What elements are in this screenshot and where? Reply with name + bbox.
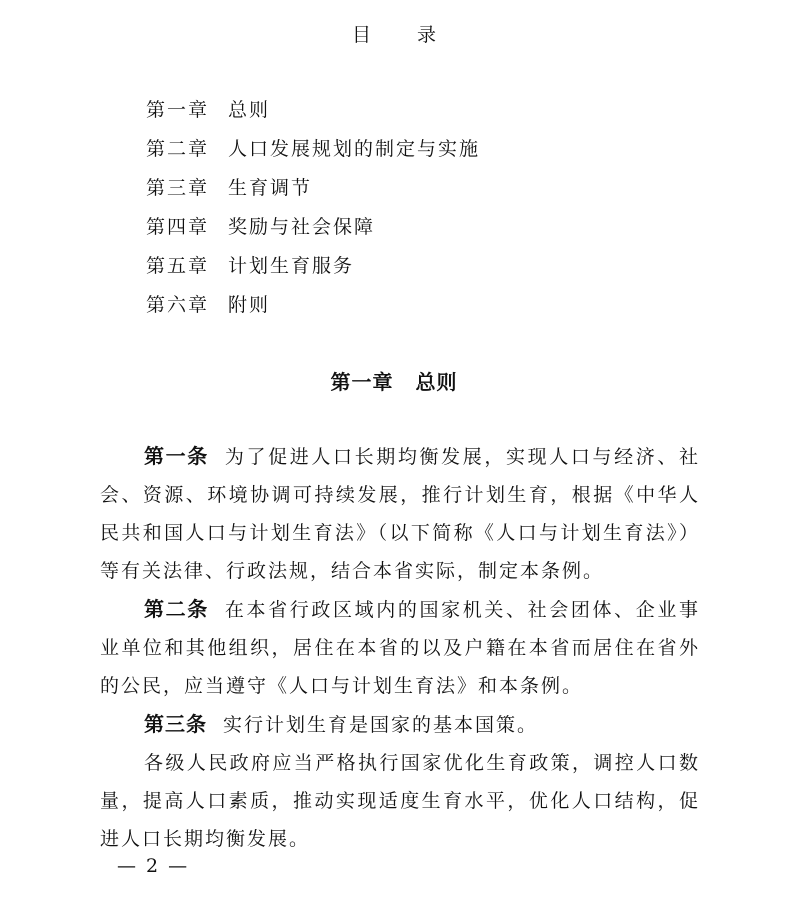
toc-item <box>146 213 480 252</box>
toc-item <box>146 252 480 291</box>
article-text: 各级人民政府应当严格执行国家优化生育政策，调控人口数量，提高人口素质，推动实现适度生育水平，优化人口结构，促进人口长期均衡发展。 <box>100 752 700 850</box>
article-text: 实行计划生育是国家的基本国策。 <box>223 714 539 736</box>
toc-chapter-title: 生育调节 <box>228 177 313 199</box>
chapter-heading <box>0 366 788 395</box>
chapter-body <box>100 437 700 858</box>
toc-chapter-number: 第五章 <box>146 255 210 277</box>
article-label: 第一条 <box>144 444 209 468</box>
article-label: 第三条 <box>144 712 207 736</box>
toc-item <box>146 174 480 213</box>
toc-item <box>146 135 480 174</box>
toc-item <box>146 96 480 135</box>
table-of-contents <box>146 96 480 330</box>
chapter-number: 第一章 <box>330 370 394 394</box>
article-paragraph <box>100 705 700 744</box>
toc-chapter-title: 附则 <box>228 294 271 316</box>
toc-title: 目录 <box>351 24 482 46</box>
article-text: 为了促进人口长期均衡发展，实现人口与经济、社会、资源、环境协调可持续发展，推行计划生育，根据《中华人民共和国人口与计划生育法》（以下简称《人口与计划生育法》）等有关法律、行政法规，结合本省实际，制定本条例。 <box>100 446 700 582</box>
toc-chapter-number: 第二章 <box>146 138 210 160</box>
toc-item <box>146 291 480 330</box>
article-label: 第二条 <box>144 597 209 621</box>
toc-chapter-number: 第三章 <box>146 177 210 199</box>
article-paragraph <box>100 590 700 705</box>
toc-chapter-number: 第一章 <box>146 99 210 121</box>
article-text: 在本省行政区域内的国家机关、社会团体、企业事业单位和其他组织，居住在本省的以及户籍在本省而居住在省外的公民，应当遵守《人口与计划生育法》和本条例。 <box>100 599 700 697</box>
article-paragraph <box>100 744 700 858</box>
toc-chapter-title: 奖励与社会保障 <box>228 216 376 238</box>
toc-chapter-number: 第四章 <box>146 216 210 238</box>
toc-chapter-title: 总则 <box>228 99 271 121</box>
chapter-title: 总则 <box>415 370 458 394</box>
page-number: — 2 — <box>117 855 190 877</box>
toc-chapter-title: 计划生育服务 <box>228 255 355 277</box>
article-paragraph <box>100 437 700 590</box>
toc-chapter-title: 人口发展规划的制定与实施 <box>228 138 481 160</box>
toc-chapter-number: 第六章 <box>146 294 210 316</box>
